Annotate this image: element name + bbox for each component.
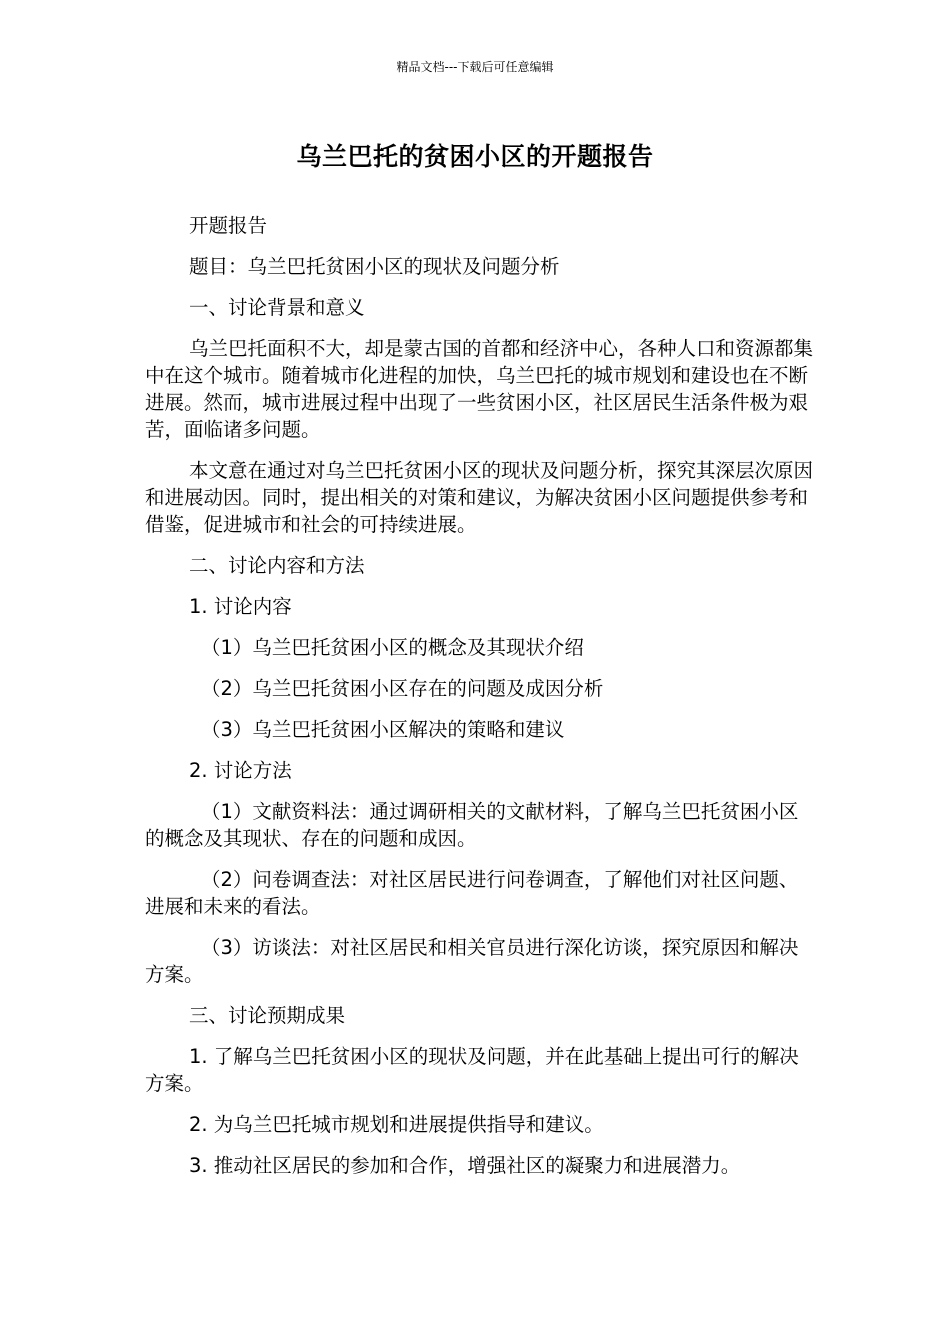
- document-body: [145, 212, 815, 1193]
- method-item-2: （2）问卷调查法：对社区居民进行问卷调查，了解他们对社区问题、进展和未来的看法。: [145, 868, 799, 918]
- background-paragraph-1: 乌兰巴托面积不大，却是蒙古国的首都和经济中心，各种人口和资源都集中在这个城市。随着城市化进程的加快，乌兰巴托的城市规划和建设也在不断进展。然而，城市进展过程中出现了一些贫困小区，社区居民生活条件极为艰苦，面临诸多问题。: [145, 337, 814, 441]
- content-item-2: （2）乌兰巴托贫困小区存在的问题及成因分析: [201, 677, 604, 700]
- section-heading-1: 一、讨论背景和意义: [189, 296, 365, 319]
- method-item-3: （3）访谈法：对社区居民和相关官员进行深化访谈，探究原因和解决方案。: [145, 936, 799, 986]
- outcome-item-2: 2. 为乌兰巴托城市规划和进展提供指导和建议。: [189, 1113, 604, 1136]
- background-paragraph-2: 本文意在通过对乌兰巴托贫困小区的现状及问题分析，探究其深层次原因和进展动因。同时，提出相关的对策和建议，为解决贫困小区问题提供参考和借鉴，促进城市和社会的可持续进展。: [145, 459, 814, 536]
- section-heading-2: 二、讨论内容和方法: [189, 554, 365, 577]
- outcome-item-3: 3. 推动社区居民的参加和合作，增强社区的凝聚力和进展潜力。: [189, 1154, 741, 1177]
- content-item-3: （3）乌兰巴托贫困小区解决的策略和建议: [201, 718, 565, 741]
- method-item-1: （1）文献资料法：通过调研相关的文献材料，了解乌兰巴托贫困小区的概念及其现状、存在的问题和成因。: [145, 800, 799, 850]
- topic-line: 题目：乌兰巴托贫困小区的现状及问题分析: [189, 255, 560, 278]
- subheading-methods: 2. 讨论方法: [189, 759, 292, 782]
- document-title: 乌兰巴托的贫困小区的开题报告: [296, 142, 654, 171]
- outcome-item-1: 1. 了解乌兰巴托贫困小区的现状及问题，并在此基础上提出可行的解决方案。: [145, 1045, 799, 1095]
- page-header: 精品文档---下载后可任意编辑: [396, 60, 554, 74]
- content-item-1: （1）乌兰巴托贫困小区的概念及其现状介绍: [201, 636, 584, 659]
- subheading-content: 1. 讨论内容: [189, 595, 292, 618]
- section-label: 开题报告: [189, 214, 268, 237]
- section-heading-3: 三、讨论预期成果: [189, 1004, 346, 1027]
